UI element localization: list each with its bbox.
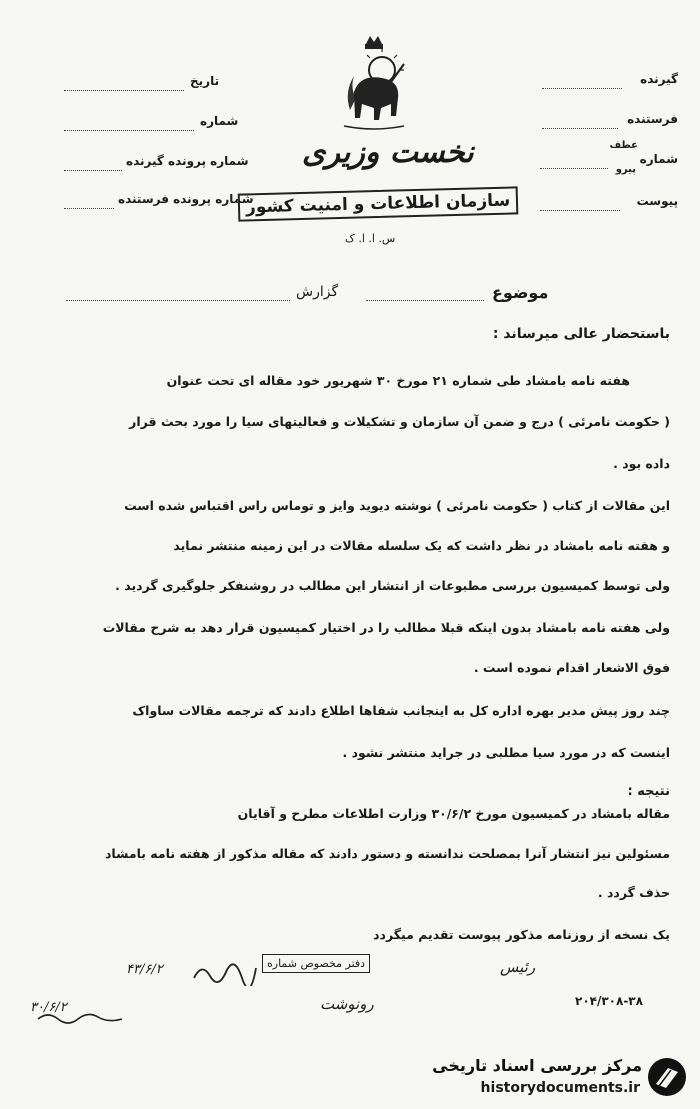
watermark-logo-icon — [646, 1056, 688, 1098]
number-label: شماره — [639, 152, 678, 166]
body-line-6: ولی توسط کمیسیون بررسی مطبوعات از انتشار این مطالب در روشنفکر جلوگیری گردید . — [115, 578, 670, 593]
signature-date-top: ۴۳/۶/۲ — [126, 962, 163, 977]
result-line-2: مسئولین نیز انتشار آنرا بمصلحت ندانسته و دستور دادند که مقاله مذکور از هفته نامه بامشاد — [105, 846, 670, 861]
left-number-label: شماره — [200, 114, 239, 128]
recipient-label: گیرنده — [640, 72, 678, 86]
office-title: نخست وزیری — [302, 135, 474, 170]
sender-line — [542, 128, 618, 129]
result-line-3: حذف گردد . — [597, 885, 670, 900]
recipient-file-label: شماره پرونده گیرنده — [126, 154, 249, 168]
body-line-10: اینست که در مورد سیا مطلبی در جراید منتشر نشود . — [342, 745, 670, 760]
office-stamp: دفتر مخصوص شماره — [262, 954, 370, 973]
body-line-3: داده بود . — [613, 456, 670, 471]
body-line-4: این مقالات از کتاب ( حکومت نامرئی ) نوشته دیوید وایز و توماس راس اقتباس شده است — [124, 498, 670, 513]
number-tag-top: عطف — [609, 140, 638, 151]
number-tag-bottom: پیرو — [615, 164, 636, 175]
sender-file-label: شماره پرونده فرستنده — [118, 192, 254, 206]
agency-stamp: سازمان اطلاعات و امنیت کشور — [238, 186, 519, 221]
salutation: باستحضار عالی میرساند : — [492, 326, 670, 342]
signature-scribble-mid — [190, 960, 260, 986]
signature-date-bottom: ۳۰/۶/۲ — [30, 1000, 67, 1015]
subject-label: موضوع — [492, 283, 549, 302]
signature-right: رئیس — [500, 958, 536, 976]
watermark-org-name: مرکز بررسی اسناد تاریخی — [432, 1056, 642, 1075]
date-line — [64, 90, 184, 91]
attachment-label: پیوست — [636, 194, 678, 208]
body-line-8: فوق الاشعار اقدام نموده است . — [473, 660, 670, 675]
sender-file-line — [64, 208, 114, 209]
body-line-2: ( حکومت نامرئی ) درج و ضمن آن سازمان و تشکیلات و فعالیتهای سیا را مورد بحث قرار — [129, 414, 670, 429]
recipient-file-line — [64, 170, 122, 171]
watermark — [420, 1054, 692, 1104]
result-label: نتیجه : — [627, 784, 670, 799]
body-line-1: هفته نامه بامشاد طی شماره ۲۱ مورخ ۳۰ شهریور خود مقاله ای تحت عنوان — [166, 373, 630, 388]
subject-line-left — [66, 300, 290, 301]
body-line-7: ولی هفته نامه بامشاد بدون اینکه قبلا مطالب را در اختیار کمیسیون قرار دهد به شرح مقالات — [102, 620, 670, 635]
recipient-line — [542, 88, 622, 89]
sender-label: فرستنده — [627, 112, 678, 126]
signature-middle: رونوشت — [320, 995, 374, 1013]
reference-number: ۲۰۴/۳۰۸-۳۸ — [575, 994, 643, 1008]
attachment-line — [540, 210, 620, 211]
left-number-line — [64, 130, 194, 131]
date-label: تاریخ — [190, 74, 220, 88]
result-line-1: مقاله بامشاد در کمیسیون مورخ ۳۰/۶/۲ وزارت اطلاعات مطرح و آقایان — [237, 806, 670, 821]
watermark-url: historydocuments.ir — [480, 1080, 640, 1096]
closing-line: یک نسخه از روزنامه مذکور پیوست تقدیم میگردد — [373, 927, 670, 942]
subject-value: گزارش — [296, 284, 339, 300]
agency-stamp-sub: س. ا. ا. ک — [345, 232, 396, 245]
lion-and-sun-emblem — [334, 30, 414, 135]
signature-scribble-left — [36, 1010, 126, 1024]
number-line — [540, 168, 608, 169]
body-line-5: و هفته نامه بامشاد در نظر داشت که یک سلسله مقالات در این زمینه منتشر نماید — [173, 538, 670, 553]
subject-line-right — [366, 300, 484, 301]
body-line-9: چند روز پیش مدیر بهره اداره کل به اینجانب شفاها اطلاع دادند که ترجمه مقالات ساواک — [132, 703, 670, 718]
